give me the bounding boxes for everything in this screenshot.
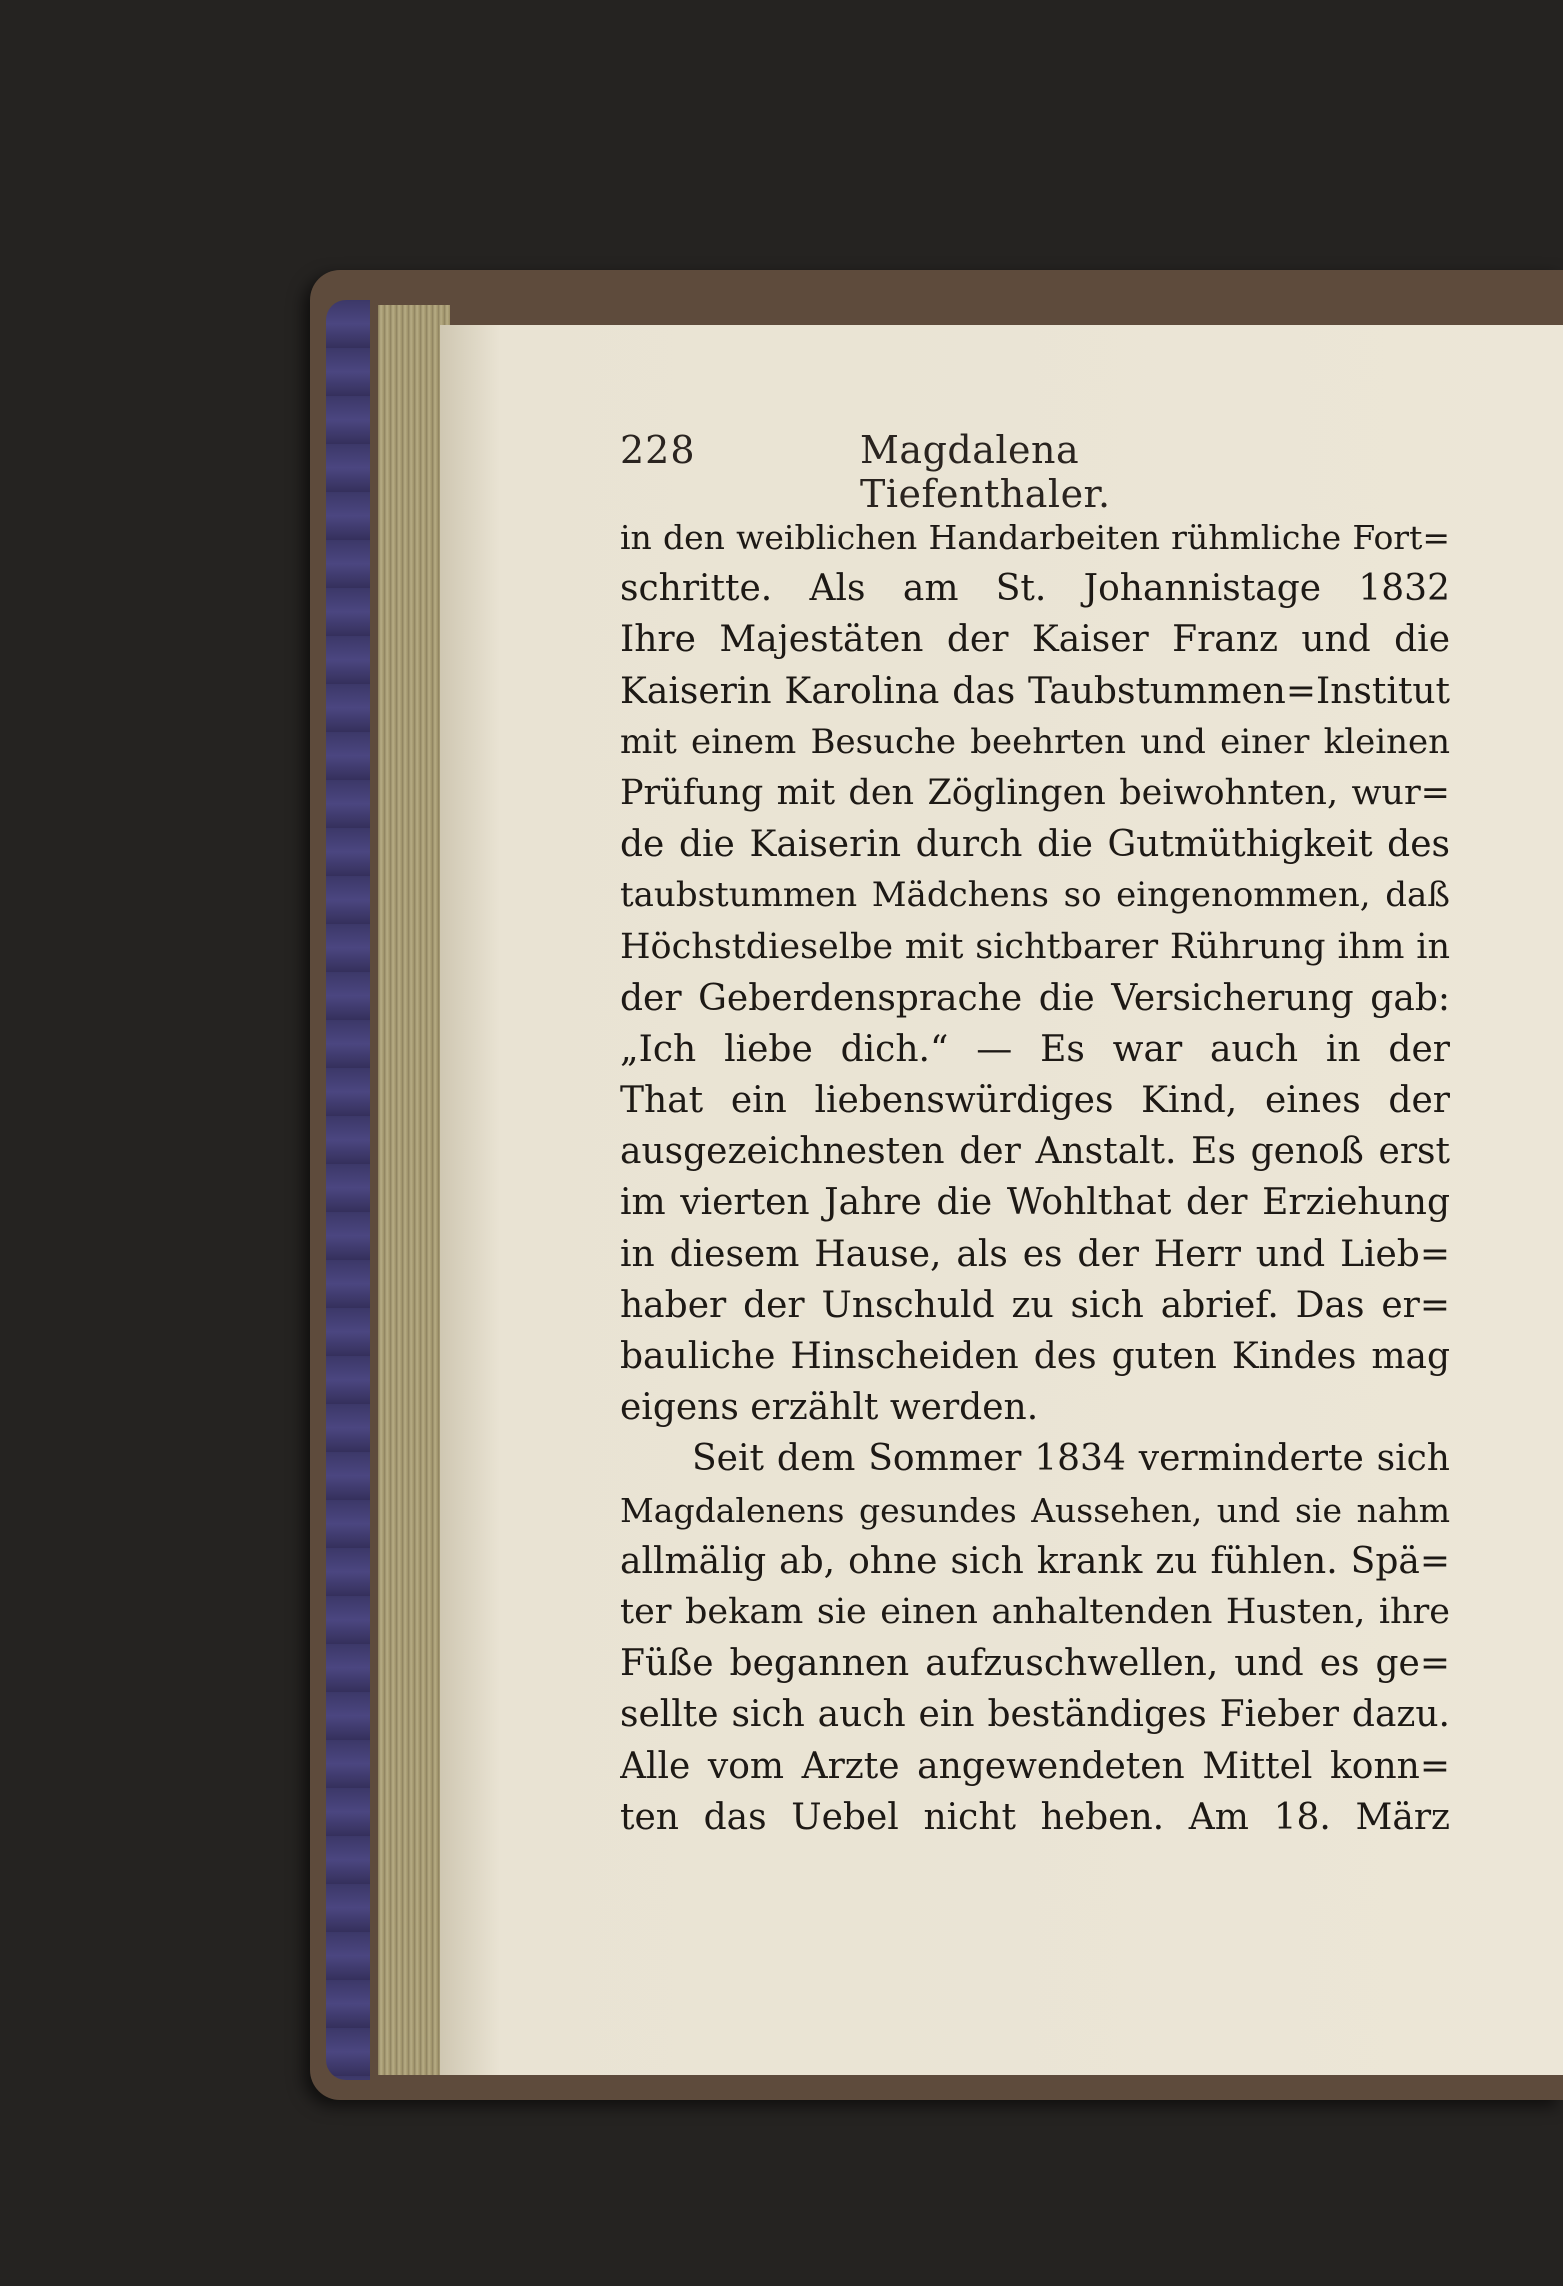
text-line: allmälig ab, ohne sich krank zu fühlen. Spä= [620, 1540, 1450, 1582]
text-line: der Geberdensprache die Versicherung gab: [620, 977, 1450, 1019]
text-line: Magdalenens gesundes Aussehen, und sie nahm [620, 1490, 1450, 1530]
text-line: bauliche Hinscheiden des guten Kindes mag [620, 1336, 1450, 1377]
body-text [620, 512, 1450, 1843]
page-header [620, 428, 1260, 516]
text-line: Seit dem Sommer 1834 verminderte sich [692, 1438, 1450, 1480]
text-line: de die Kaiserin durch die Gutmüthigkeit des [620, 824, 1450, 866]
text-line: Kaiserin Karolina das Taubstummen=Institut [620, 670, 1450, 712]
text-line: eigens erzählt werden. [620, 1387, 1039, 1429]
text-line: ausgezeichnesten der Anstalt. Es genoß erst [620, 1131, 1450, 1173]
text-line: Füße begannen aufzuschwellen, und es ge= [620, 1643, 1450, 1685]
text-line: sellte sich auch ein beständiges Fieber dazu. [620, 1694, 1450, 1736]
text-line: Höchstdieselbe mit sichtbarer Rührung ihm in [620, 926, 1450, 967]
text-line: Alle vom Arzte angewendeten Mittel konn= [620, 1745, 1450, 1787]
text-line: taubstummen Mädchens so eingenommen, daß [620, 875, 1450, 916]
running-title: Magdalena Tiefenthaler. [860, 428, 1111, 516]
book-spine [326, 300, 370, 2080]
text-line: schritte. Als am St. Johannistage 1832 [620, 568, 1450, 610]
text-line: mit einem Besuche beehrten und einer kleinen [620, 721, 1450, 762]
text-line: in den weiblichen Handarbeiten rühmliche Fort= [620, 518, 1450, 557]
text-line: „Ich liebe dich.“ — Es war auch in der [620, 1028, 1450, 1070]
text-line: im vierten Jahre die Wohlthat der Erziehung [620, 1182, 1450, 1224]
text-line: Prüfung mit den Zöglingen beiwohnten, wur= [620, 772, 1450, 813]
text-line: That ein liebenswürdiges Kind, eines der [620, 1080, 1450, 1122]
text-line: ter bekam sie einen anhaltenden Husten, ihre [620, 1591, 1450, 1632]
page-number: 228 [620, 428, 696, 472]
text-line: Ihre Majestäten der Kaiser Franz und die [620, 619, 1450, 661]
text-line: ten das Uebel nicht heben. Am 18. März [620, 1796, 1450, 1838]
text-line: haber der Unschuld zu sich abrief. Das er= [620, 1284, 1450, 1326]
text-line: in diesem Hause, als es der Herr und Lieb= [620, 1233, 1450, 1275]
